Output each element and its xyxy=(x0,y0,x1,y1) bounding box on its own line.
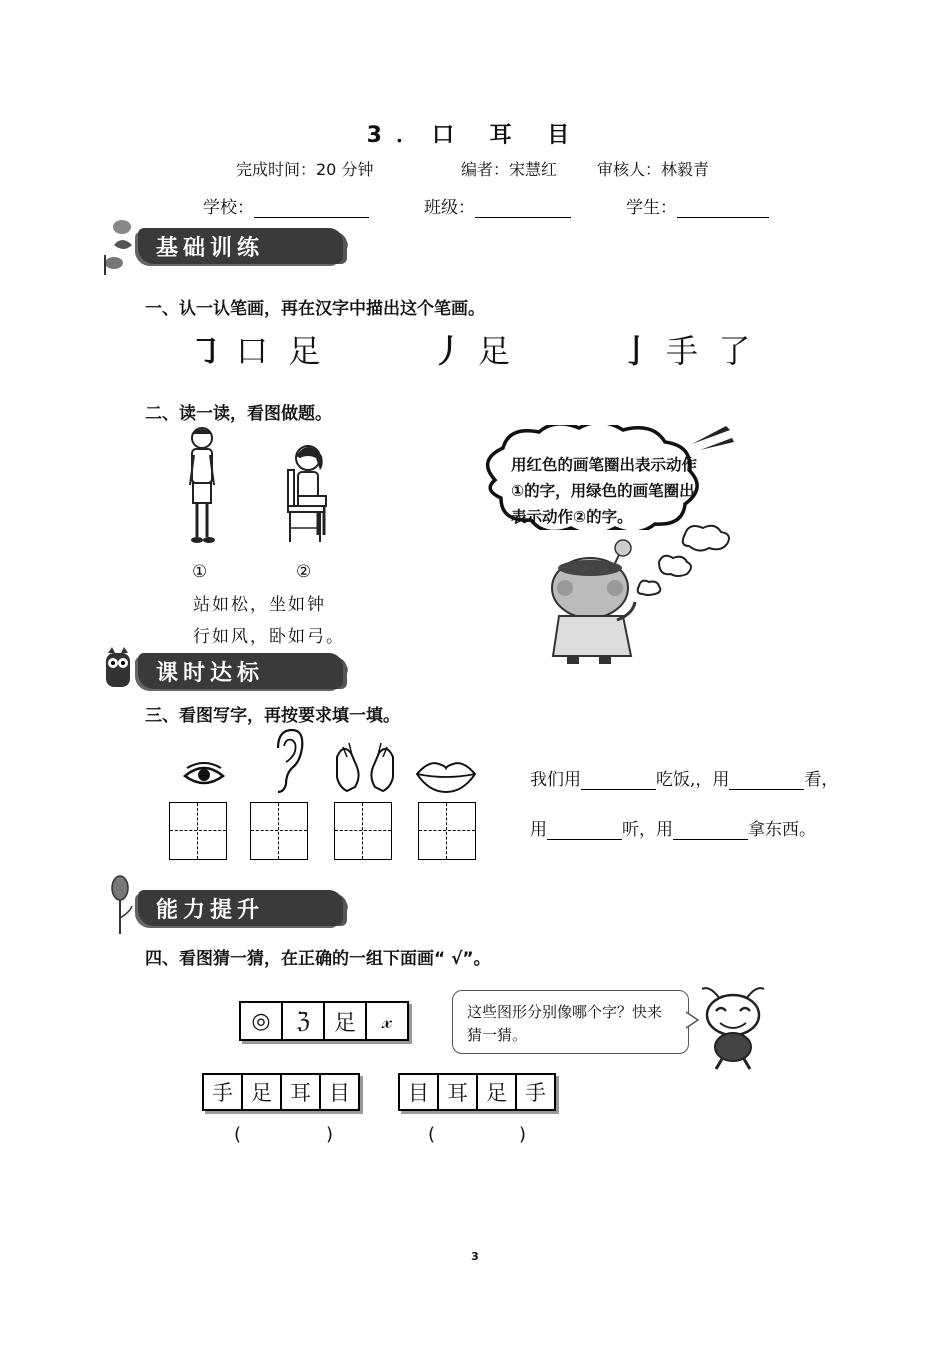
poem-line-2: 行如风，卧如弓。 xyxy=(193,627,345,647)
class-blank[interactable] xyxy=(475,217,571,218)
answer-paren-2-left: ( xyxy=(428,1124,436,1145)
class-label: 班级： xyxy=(424,198,475,218)
hands-icon xyxy=(333,737,397,797)
small-clouds-icon xyxy=(635,520,735,604)
writing-grid-4[interactable] xyxy=(418,802,476,860)
thinking-girl-illustration xyxy=(545,538,645,672)
section-banner-ability xyxy=(118,888,338,928)
ancient-glyph-eye: ◎ xyxy=(241,1003,283,1039)
option-2-char-2: 耳 xyxy=(439,1075,478,1109)
cloud-instruction-text: 用红色的画笔圈出表示动作①的字，用绿色的画笔圈出表示动作②的字。 xyxy=(511,456,698,526)
answer-mark-slot-2[interactable] xyxy=(444,1124,514,1148)
stroke-glyph-2: 丿 xyxy=(432,332,465,370)
section-title-basic: 基础训练 xyxy=(156,236,265,261)
standing-boy-illustration xyxy=(180,425,230,554)
section-title-ability: 能力提升 xyxy=(156,898,265,923)
stroke-group-3 xyxy=(620,326,750,372)
sentence-1-part-b: 吃饭,，用 xyxy=(656,770,730,790)
school-blank[interactable] xyxy=(254,217,369,218)
stroke-glyph-3: 亅 xyxy=(620,332,653,370)
fill-sentence-1 xyxy=(530,765,838,790)
answer-paren-1-left: ( xyxy=(234,1124,242,1145)
ancient-glyph-foot: 足 xyxy=(325,1003,367,1039)
instruction-thought-cloud xyxy=(475,425,725,530)
student-label: 学生： xyxy=(626,198,677,218)
eye-icon xyxy=(183,762,225,792)
emphasis-strokes-icon xyxy=(690,422,735,456)
option-1-char-4: 目 xyxy=(321,1075,358,1109)
action-label-2: ② xyxy=(296,562,312,582)
fill-sentence-2 xyxy=(530,815,816,840)
time-info: 完成时间：20 分钟 xyxy=(236,160,374,179)
ancient-glyph-ear: ℨ xyxy=(283,1003,325,1039)
stroke-group-1 xyxy=(190,326,320,372)
school-label: 学校： xyxy=(203,198,254,218)
section-banner-basic xyxy=(118,226,338,266)
page-number: 3 xyxy=(471,1250,479,1263)
question-2-title: 二、读一读，看图做题。 xyxy=(145,404,332,424)
student-blank[interactable] xyxy=(677,217,769,218)
answer-option-2[interactable] xyxy=(398,1073,556,1111)
student-field xyxy=(626,193,769,218)
writing-grid-2[interactable] xyxy=(250,802,308,860)
sitting-girl-illustration xyxy=(280,440,350,549)
answer-paren-2-right: ) xyxy=(519,1124,527,1145)
question-3-title: 三、看图写字，再按要求填一填。 xyxy=(145,706,400,726)
ant-character-illustration xyxy=(696,985,776,1074)
ancient-glyph-strip xyxy=(239,1001,409,1041)
blank-hear[interactable] xyxy=(547,839,622,840)
section-title-lesson: 课时达标 xyxy=(156,661,265,686)
stroke-chars-3: 手 了 xyxy=(666,332,751,370)
blank-take[interactable] xyxy=(673,839,748,840)
writing-grid-1[interactable] xyxy=(169,802,227,860)
lips-icon xyxy=(415,758,477,798)
answer-paren-1-right: ) xyxy=(326,1124,334,1145)
speech-bubble xyxy=(452,990,689,1054)
sentence-2-part-b: 听，用 xyxy=(622,820,673,840)
editor-info: 编者：宋慧红 xyxy=(461,160,558,179)
class-field xyxy=(424,193,571,218)
question-1-title: 一、认一认笔画，再在汉字中描出这个笔画。 xyxy=(145,299,485,319)
option-1-char-2: 足 xyxy=(243,1075,282,1109)
school-field xyxy=(203,193,369,218)
writing-grid-3[interactable] xyxy=(334,802,392,860)
action-label-1: ① xyxy=(192,562,208,582)
blank-see[interactable] xyxy=(729,789,804,790)
option-2-char-4: 手 xyxy=(517,1075,554,1109)
sentence-2-part-c: 拿东西。 xyxy=(748,820,816,840)
stroke-chars-2: 足 xyxy=(478,332,511,370)
page-title: 3．口 耳 目 xyxy=(366,123,584,148)
section-banner-lesson xyxy=(118,651,338,691)
question-4-title: 四、看图猜一猜，在正确的一组下面画“ √”。 xyxy=(145,949,491,969)
stroke-chars-1: 口 足 xyxy=(236,332,321,370)
option-1-char-1: 手 xyxy=(204,1075,243,1109)
option-2-char-1: 目 xyxy=(400,1075,439,1109)
answer-option-1[interactable] xyxy=(202,1073,360,1111)
blank-eat[interactable] xyxy=(581,789,656,790)
sentence-1-part-a: 我们用 xyxy=(530,770,581,790)
sentence-2-part-a: 用 xyxy=(530,820,547,840)
reviewer-info: 审核人：林毅青 xyxy=(597,160,710,179)
stroke-group-2 xyxy=(432,326,510,372)
ear-icon xyxy=(270,728,304,798)
poem-line-1: 站如松，坐如钟 xyxy=(193,595,326,615)
stroke-glyph-1: ㇆ xyxy=(190,332,223,370)
answer-mark-slot-1[interactable] xyxy=(250,1124,320,1148)
sentence-1-part-c: 看， xyxy=(804,770,839,790)
option-1-char-3: 耳 xyxy=(282,1075,321,1109)
ancient-glyph-hand: 𝓍 xyxy=(381,1008,393,1034)
option-2-char-3: 足 xyxy=(478,1075,517,1109)
speech-bubble-text: 这些图形分别像哪个字？快来猜一猜。 xyxy=(467,1003,663,1044)
